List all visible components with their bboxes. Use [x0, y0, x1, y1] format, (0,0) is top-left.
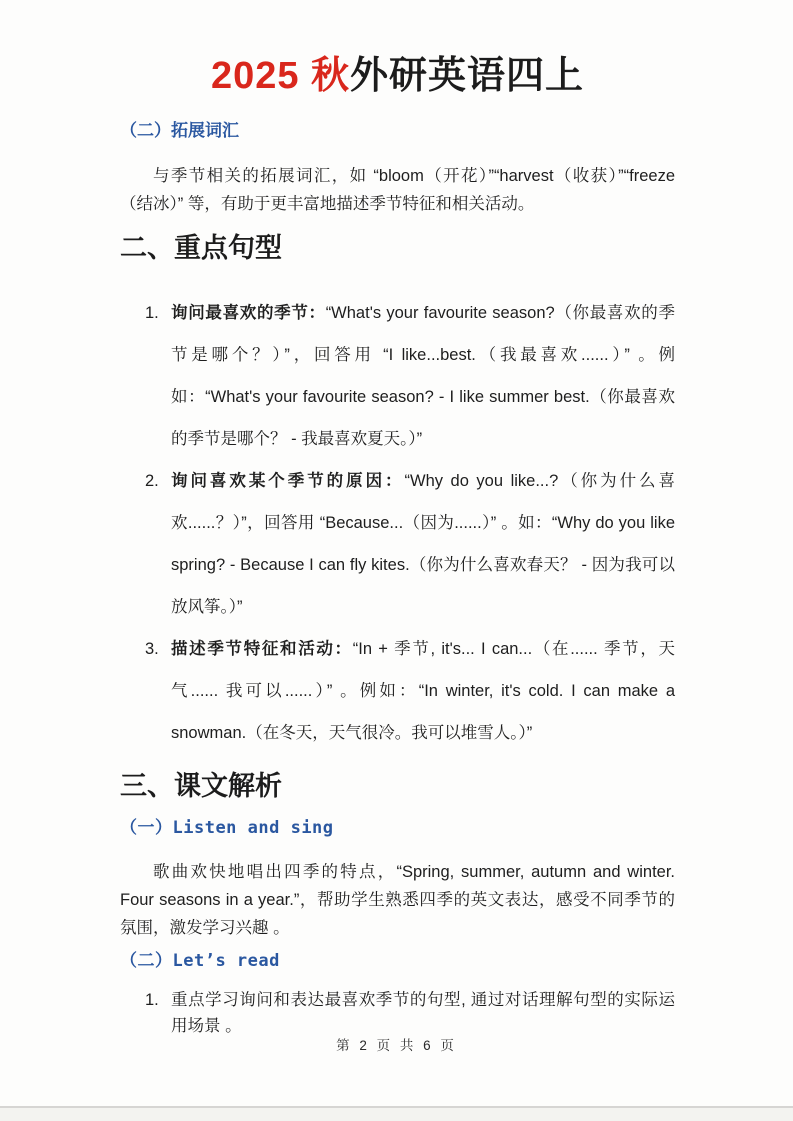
list-item [120, 987, 675, 1039]
list-item [120, 628, 675, 754]
scan-background-strip [0, 1108, 793, 1121]
list-item [120, 292, 675, 460]
listen-and-sing-paragraph: 歌曲欢快地唱出四季的特点，“Spring, summer, autumn and winter. Four seasons in a year.”，帮助学生熟悉四季的英文表达，感受不同季节的氛围，激发学习兴趣 。 [120, 863, 675, 937]
list-item-text [171, 628, 675, 754]
page-title [120, 54, 675, 98]
list-item-label: 询问最喜欢的季节： [171, 304, 326, 322]
vocab-section-paragraph: 与季节相关的拓展词汇，如 “bloom（开花）”“harvest（收获）”“freeze（结冰）” 等，有助于更丰富地描述季节特征和相关活动。 [120, 167, 675, 213]
list-item-body: “What's your favourite season?（你最喜欢的季节是哪个？）”，回答用 “I like...best.（我最喜欢......）” 。例如：“What's your favourite season? - I like summer best.（你最喜欢的季节是哪个？ - 我最喜欢夏天。）” [171, 304, 675, 448]
list-item-text [171, 292, 675, 460]
key-sentences-heading: 二、重点句型 [120, 233, 282, 263]
list-item-number: 3. [145, 640, 159, 658]
title-book-name: 外研英语四上 [350, 55, 585, 97]
list-item-label: 询问喜欢某个季节的原因： [171, 472, 405, 490]
vocab-section-heading: （二）拓展词汇 [120, 121, 239, 140]
list-item-number: 1. [145, 304, 159, 322]
list-item-label: 描述季节特征和活动： [171, 640, 353, 658]
text-analysis-heading: 三、课文解析 [120, 771, 282, 801]
list-item-text [171, 460, 675, 628]
list-item-body: “Why do you like...?（你为什么喜欢......？）”，回答用 “Because...（因为......）” 。如：“Why do you like spring? - Because I can fly kites.（你为什么喜欢春天？ - 因为我可以放风筝。）” [171, 472, 676, 616]
page-number-footer: 第 2 页 共 6 页 [336, 1038, 457, 1053]
title-year-season: 2025 秋 [210, 55, 351, 97]
lets-read-heading: （二）Let’s read [120, 951, 280, 971]
lets-read-list [120, 987, 675, 1039]
list-item-body: 重点学习询问和表达最喜欢季节的句型, 通过对话理解句型的实际运用场景 。 [171, 991, 675, 1035]
list-item [120, 460, 675, 628]
listen-and-sing-heading: （一）Listen and sing [120, 818, 334, 838]
list-item-body: “In + 季节, it's... I can...（在...... 季节，天气...... 我可以......）” 。例如：“In winter, it's cold. I can make a snowman.（在冬天，天气很冷。我可以堆雪人。）” [171, 640, 675, 742]
list-item-number: 1. [145, 991, 159, 1009]
key-sentences-list [120, 292, 675, 754]
list-item-number: 2. [145, 472, 159, 490]
